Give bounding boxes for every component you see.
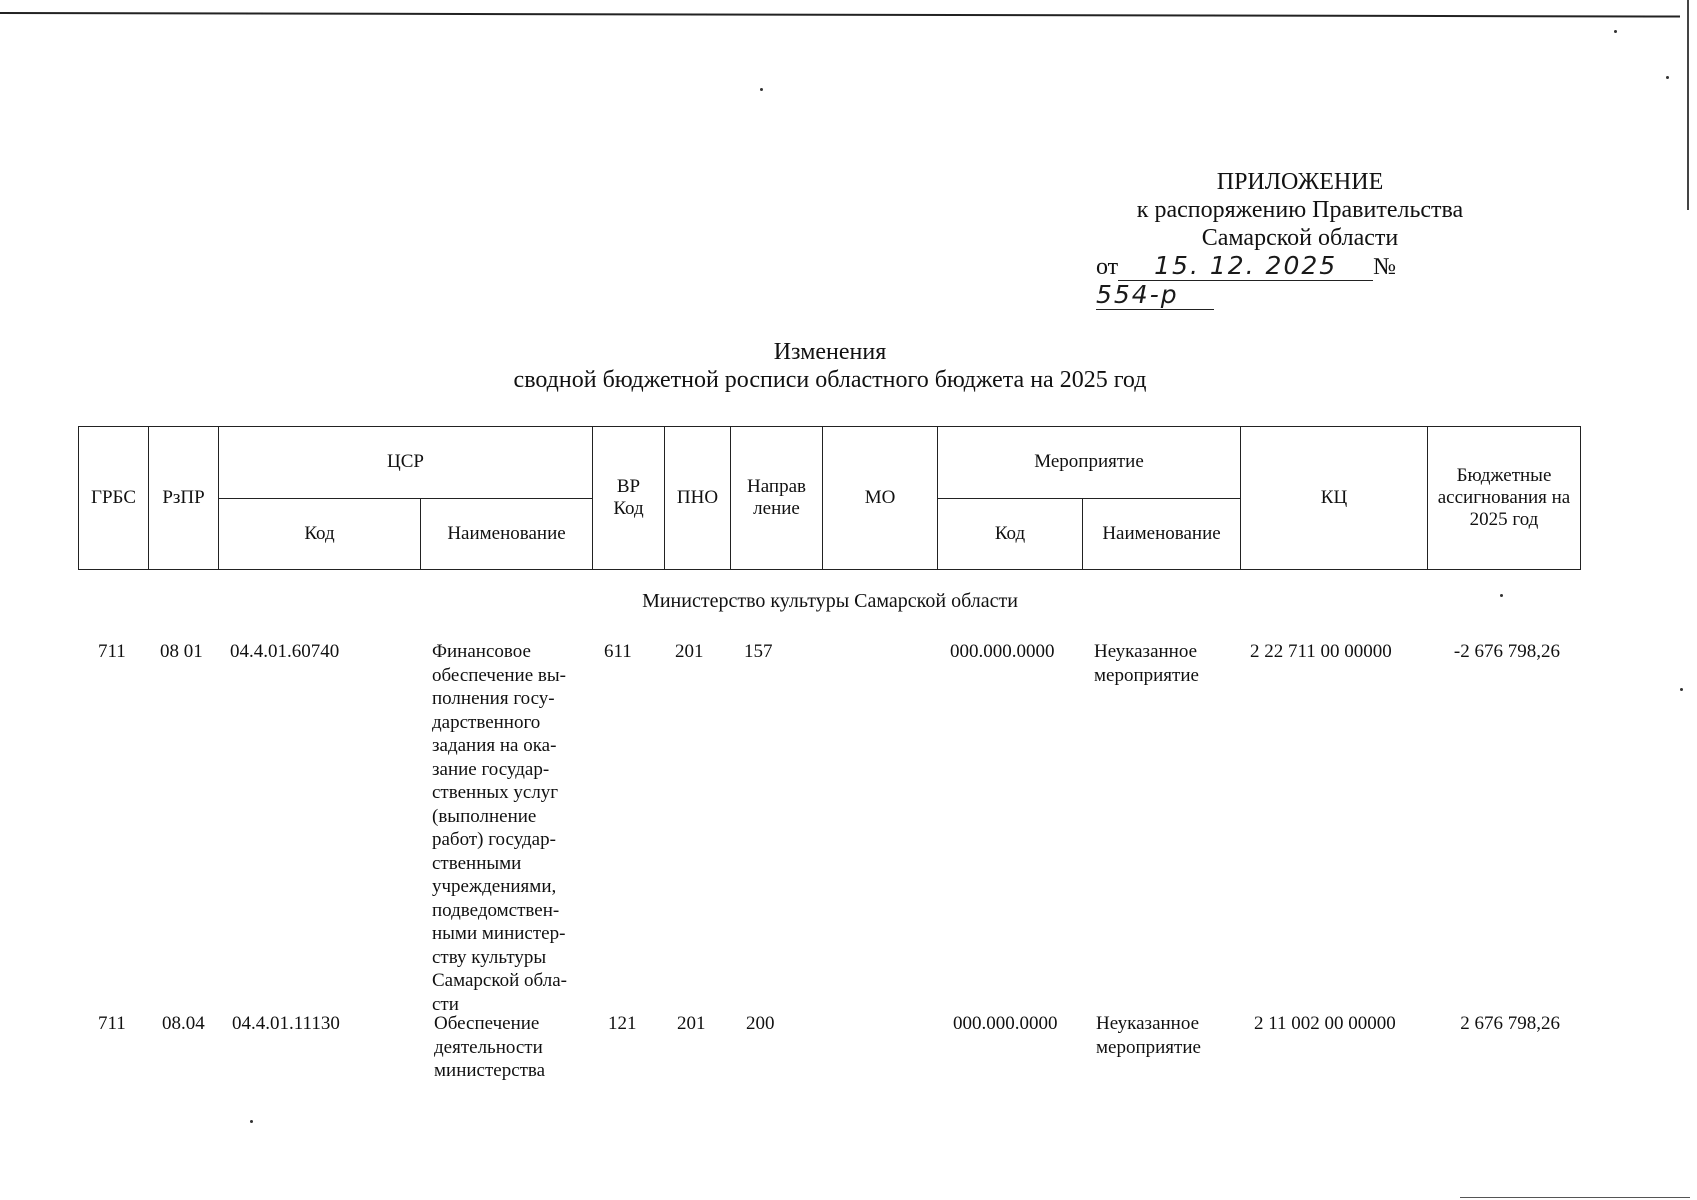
cell-grbs: 711: [98, 1013, 126, 1034]
bottom-scan-rule: [1460, 1197, 1690, 1198]
header-direction: [731, 427, 823, 570]
cell-csr-code: 04.4.01.11130: [232, 1013, 340, 1034]
name-line: учреждениями,: [432, 876, 557, 897]
name-line: дарственного: [432, 711, 541, 733]
scan-speck: [1614, 30, 1617, 33]
section-title: Министерство культуры Самарской области: [642, 590, 1018, 612]
name-line: Обеспечение: [434, 1013, 540, 1034]
appendix-line-1: к распоряжению Правительства: [1136, 197, 1464, 223]
header-csr-name: Наименование: [421, 498, 593, 570]
scan-speck: [1680, 688, 1683, 691]
header-grbs: ГРБС: [79, 427, 149, 570]
name-line: полнения госу-: [432, 688, 555, 709]
cell-event-code: 000.000.0000: [950, 641, 1055, 662]
name-line: (выполнение: [432, 805, 537, 827]
cell-event-code: 000.000.0000: [953, 1013, 1058, 1034]
event-name-line: Неуказанное: [1096, 1013, 1199, 1034]
header-csr-code: Код: [219, 498, 421, 570]
cell-vr: 611: [604, 641, 632, 662]
header-direction-line2: ление: [753, 498, 800, 519]
cell-csr-name: [434, 1012, 594, 1083]
name-line: сти: [432, 993, 459, 1015]
header-event: Мероприятие: [938, 427, 1241, 499]
header-direction-line1: Направ: [747, 476, 806, 497]
appendix-block: [1090, 168, 1510, 310]
event-name-line: мероприятие: [1094, 664, 1199, 686]
header-rzpr: РзПР: [149, 427, 219, 570]
document-heading: [400, 338, 1260, 394]
name-line: ству культуры: [432, 946, 547, 968]
header-vr-line2: Код: [613, 498, 644, 519]
name-line: министерства: [434, 1060, 546, 1081]
appendix-date-line: [1090, 252, 1510, 310]
document-subtitle: сводной бюджетной росписи областного бюджета на 2025 год: [513, 367, 1147, 393]
cell-kc: 2 11 002 00 00000: [1254, 1013, 1396, 1034]
header-event-name: Наименование: [1083, 498, 1241, 570]
name-line: задания на ока-: [432, 735, 557, 756]
header-event-code: Код: [938, 498, 1083, 570]
cell-pno: 201: [675, 641, 704, 662]
appendix-title: ПРИЛОЖЕНИЕ: [1216, 169, 1384, 195]
document-title: Изменения: [773, 339, 887, 365]
scan-speck: [250, 1120, 253, 1123]
scan-speck: [1500, 594, 1503, 597]
right-scan-edge: [1687, 0, 1689, 210]
header-pno: ПНО: [665, 427, 731, 570]
cell-event-name: [1096, 1012, 1201, 1059]
event-name-line: мероприятие: [1096, 1036, 1201, 1058]
header-vr-line1: ВР: [616, 476, 641, 497]
top-scan-rule: [0, 12, 1680, 18]
cell-rzpr: 08.04: [162, 1013, 205, 1034]
cell-pno: 201: [677, 1013, 706, 1034]
name-line: ственными: [432, 852, 522, 874]
name-line: деятельности: [434, 1036, 543, 1058]
cell-grbs: 711: [98, 641, 126, 662]
header-vr: [593, 427, 665, 570]
cell-rzpr: 08 01: [160, 641, 203, 662]
from-label: от: [1096, 254, 1119, 280]
header-mo: МО: [823, 427, 938, 570]
handwritten-date: 15. 12. 2025: [1118, 252, 1373, 281]
scan-speck: [760, 88, 763, 91]
handwritten-number: 554-р: [1096, 281, 1214, 310]
name-line: Финансовое: [432, 641, 531, 662]
name-line: Самарской обла-: [432, 970, 567, 991]
cell-kc: 2 22 711 00 00000: [1250, 641, 1392, 662]
name-line: зание государ-: [432, 758, 550, 780]
event-name-line: Неуказанное: [1094, 641, 1197, 662]
name-line: обеспечение вы-: [432, 664, 566, 686]
header-csr: ЦСР: [219, 427, 593, 499]
name-line: работ) государ-: [432, 829, 556, 850]
appendix-line-2: Самарской области: [1201, 225, 1399, 251]
cell-csr-code: 04.4.01.60740: [230, 641, 340, 662]
cell-direction: 200: [746, 1013, 775, 1034]
scan-speck: [1666, 76, 1669, 79]
cell-event-name: [1094, 640, 1199, 687]
name-line: ными министер-: [432, 923, 566, 944]
cell-amount: -2 676 798,26: [1453, 641, 1560, 662]
header-kc: КЦ: [1241, 427, 1428, 570]
name-line: ственных услуг: [432, 782, 559, 803]
header-allocations: Бюджетные ассигнования на 2025 год: [1428, 427, 1581, 570]
table-header: [78, 426, 1581, 570]
cell-direction: 157: [744, 641, 773, 662]
cell-csr-name: [432, 640, 592, 1016]
cell-amount: 2 676 798,26: [1460, 1013, 1560, 1034]
name-line: подведомствен-: [432, 899, 560, 921]
number-label: №: [1373, 254, 1397, 280]
cell-vr: 121: [608, 1013, 637, 1034]
